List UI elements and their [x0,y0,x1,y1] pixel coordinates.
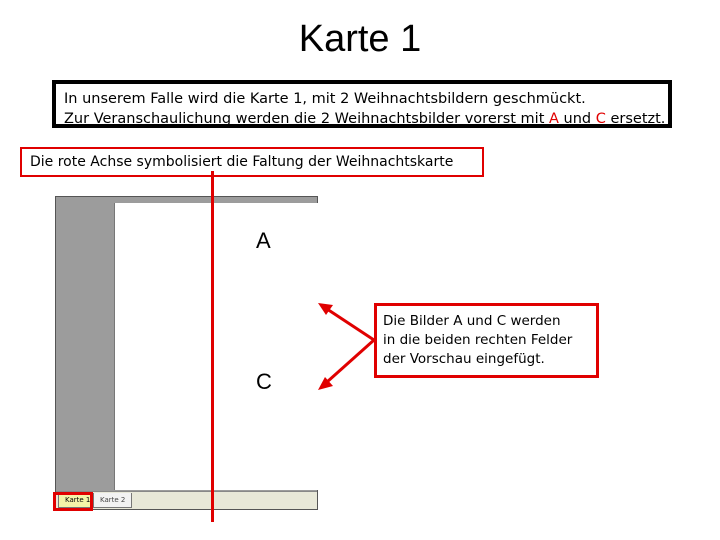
intro-line-2-start: Zur Veranschaulichung werden die 2 Weihnachtsbilder vorerst mit [64,111,549,127]
sheet-tab-karte-1[interactable]: Karte 1 [58,493,97,508]
axis-caption-box: Die rote Achse symbolisiert die Faltung der Weihnachtskarte [20,147,484,177]
slide-title: Karte 1 [298,18,422,60]
placeholder-a: A [256,228,271,253]
intro-line-2-end: ersetzt. [605,111,666,127]
intro-line-2-mid: und [558,111,596,127]
note-line-2: in die beiden rechten Felder [383,332,573,348]
placeholder-c: C [256,369,272,394]
arrow-to-field-c [327,340,374,382]
arrow-to-field-a [327,309,374,340]
letter-c-highlight: C [595,111,606,127]
letter-a-highlight: A [549,111,559,127]
intro-line-1: In unserem Falle wird die Karte 1, mit 2 Weihnachtsbildern geschmückt. [64,91,586,107]
sheet-tab-karte-2[interactable]: Karte 2 [93,493,132,508]
note-line-1: Die Bilder A und C werden [383,313,561,329]
note-box [374,303,599,378]
note-line-3: der Vorschau eingefügt. [383,351,545,367]
